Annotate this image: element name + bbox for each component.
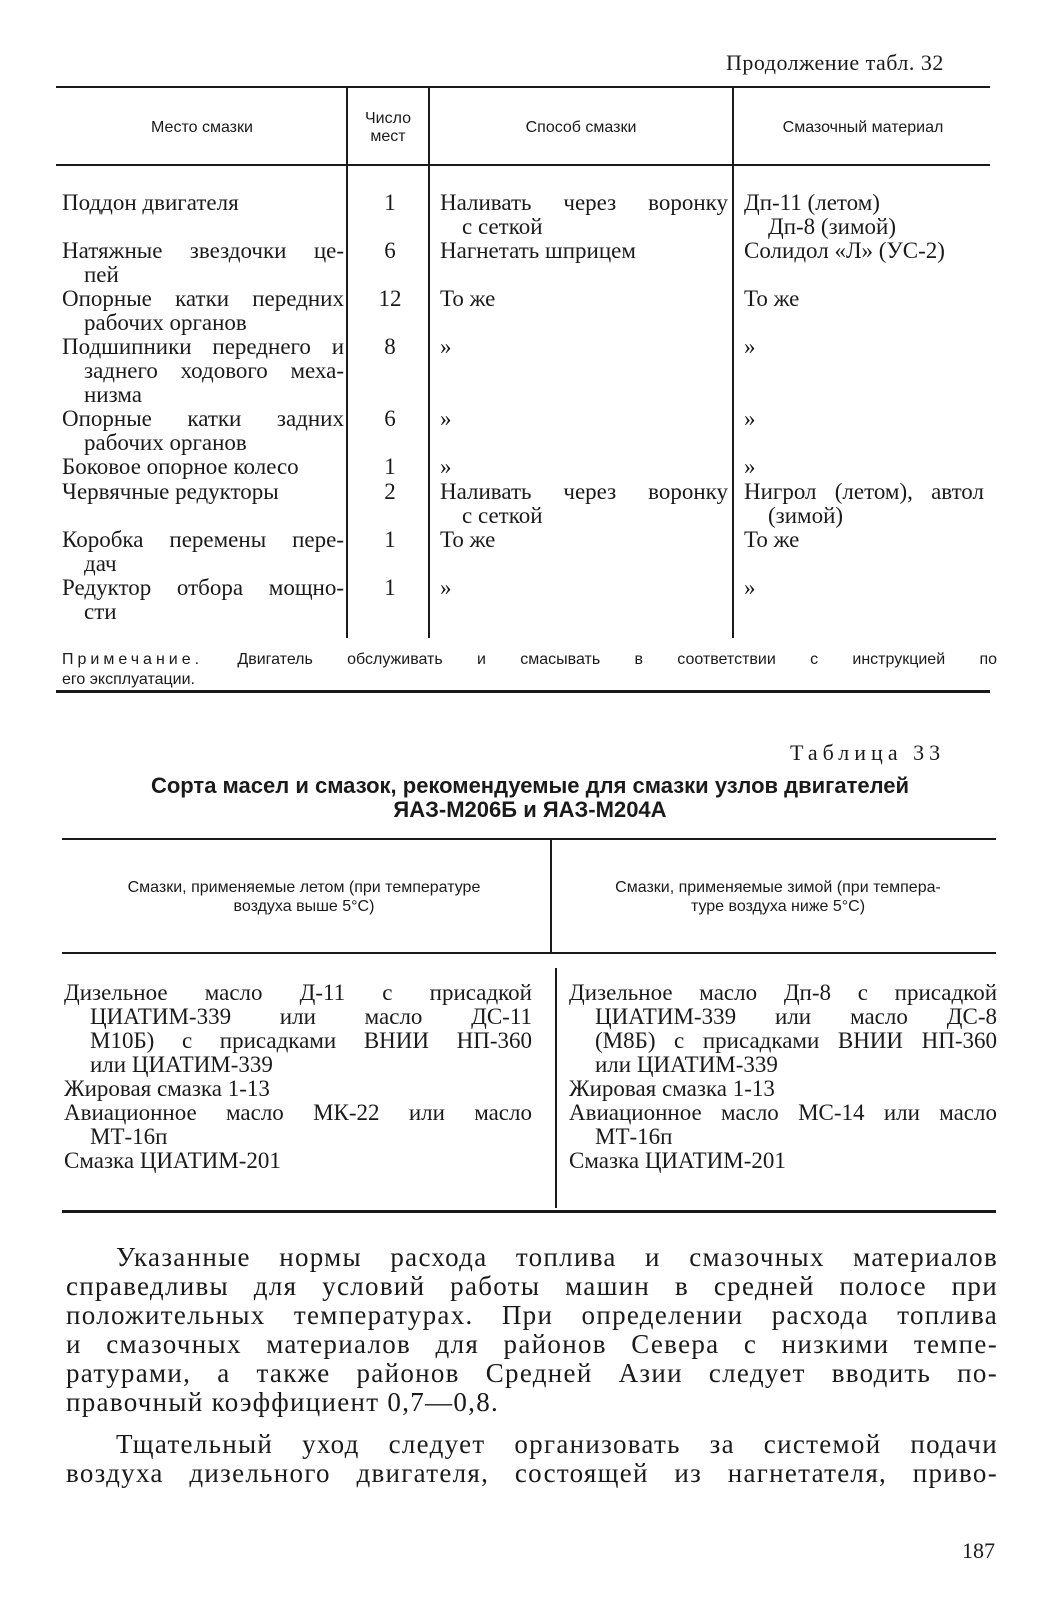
header-material: Смазочный материал: [782, 119, 944, 136]
table-cell: То же: [744, 527, 800, 552]
column-divider: [346, 88, 348, 638]
list-item: ЦИАТИМ-339 или масло ДС-8: [595, 1004, 997, 1029]
table-cell: »: [440, 406, 452, 431]
table-cell: То же: [744, 286, 800, 311]
list-item: Авиационное масло МК-22 или масло: [64, 1100, 532, 1125]
table-cell: »: [440, 334, 452, 359]
table-continuation-label: Продолжение табл. 32: [726, 50, 944, 75]
table-top-rule: [56, 86, 990, 88]
list-item: Дизельное масло Д-11 с присадкой: [64, 980, 532, 1005]
table-cell: 1: [384, 190, 396, 215]
list-item: или ЦИАТИМ-339: [595, 1052, 778, 1077]
header-count: Число мест: [364, 110, 411, 145]
table-cell: »: [744, 454, 756, 479]
table-cell: Подшипники переднего и заднего ходового меха- низма: [62, 334, 344, 407]
table-cell: »: [440, 454, 452, 479]
table-cell: »: [744, 575, 756, 600]
header-summer: Смазки, применяемые летом (при температуре воздуха выше 5°С): [127, 879, 481, 915]
column-divider: [428, 88, 430, 638]
table-cell: То же: [440, 286, 496, 311]
list-item: ЦИАТИМ-339 или масло ДС-11: [90, 1004, 532, 1029]
table-cell: Натяжные звездочки це- пей: [62, 238, 344, 287]
winter-column: [569, 981, 997, 1173]
list-item: или ЦИАТИМ-339: [90, 1052, 273, 1077]
table-header-rule: [56, 164, 990, 166]
list-item: Смазка ЦИАТИМ-201: [64, 1148, 281, 1173]
table-cell: Дп-11 (летом) Дп-8 (зимой): [744, 190, 896, 239]
table-cell: Коробка перемены пере- дач: [62, 527, 344, 576]
list-item: МТ-16п: [90, 1124, 168, 1149]
table-cell: 1: [384, 454, 396, 479]
table-33-title: Сорта масел и смазок, рекомендуемые для смазки узлов двигателей ЯАЗ-М206Б и ЯАЗ-М204А: [150, 773, 910, 822]
header-winter: Смазки, применяемые зимой (при темпера- туре воздуха ниже 5°С): [615, 879, 941, 915]
table-bottom-rule: [62, 1210, 996, 1213]
table-cell: Нигрол (летом), автол (зимой): [744, 479, 984, 528]
column-divider: [555, 968, 557, 1208]
table-cell: »: [744, 406, 756, 431]
table-cell: 12: [378, 286, 402, 311]
list-item: Жировая смазка 1-13: [64, 1076, 270, 1101]
column-divider: [550, 840, 552, 952]
table-bottom-rule: [56, 690, 990, 693]
paragraph: Указанные нормы расхода топлива и смазочных материалов справедливы для условий работы машин в средней полосе при положительных температурах. При определении расхода топлива и смазочных материалов для районов Севера с низкими темпе- ратурами, а также районов Средней Азии следует вводить по- правочный коэффициент 0,7—0,8.: [66, 1242, 998, 1417]
list-item: МТ-16п: [595, 1124, 673, 1149]
table-note: Примечание. Двигатель обслуживать и смасывать в соответствии с инструкцией по его эксплуатации.: [62, 651, 997, 688]
table-cell: Опорные катки задних рабочих органов: [62, 406, 344, 455]
table-top-rule: [62, 838, 996, 840]
list-item: Жировая смазка 1-13: [569, 1076, 775, 1101]
table-cell: 1: [384, 527, 396, 552]
table-cell: 2: [384, 479, 396, 504]
header-method: Способ смазки: [525, 119, 637, 136]
list-item: Смазка ЦИАТИМ-201: [569, 1148, 786, 1173]
table-cell: 6: [384, 238, 396, 263]
table-cell: Редуктор отбора мощно- сти: [62, 575, 344, 624]
column-divider: [732, 88, 734, 638]
table-cell: Поддон двигателя: [62, 190, 239, 215]
table-header-rule: [62, 952, 996, 954]
table-cell: Солидол «Л» (УС-2): [744, 238, 945, 263]
table-cell: Червячные редукторы: [62, 479, 279, 504]
page-number: 187: [962, 1538, 995, 1563]
table-33-label: Таблица 33: [790, 740, 946, 765]
list-item: М10Б) с присадками ВНИИ НП-360: [90, 1028, 532, 1053]
paragraph: Тщательный уход следует организовать за системой подачи воздуха дизельного двигателя, состоящей из нагнетателя, приво-: [66, 1429, 998, 1488]
summer-column: [64, 981, 532, 1173]
table-cell: 1: [384, 575, 396, 600]
list-item: Авиационное масло МС-14 или масло: [569, 1100, 997, 1125]
table-cell: 6: [384, 406, 396, 431]
table-cell: »: [440, 575, 452, 600]
list-item: (М8Б) с присадками ВНИИ НП-360: [595, 1028, 997, 1053]
table-cell: Наливать через воронку с сеткой: [440, 190, 728, 239]
table-cell: Нагнетать шприцем: [440, 238, 636, 263]
table-cell: Опорные катки передних рабочих органов: [62, 286, 344, 335]
table-cell: Боковое опорное колесо: [62, 454, 299, 479]
list-item: Дизельное масло Дп-8 с присадкой: [569, 980, 997, 1005]
table-cell: То же: [440, 527, 496, 552]
header-place: Место смазки: [151, 119, 253, 136]
table-cell: Наливать через воронку с сеткой: [440, 479, 728, 528]
table-cell: 8: [384, 334, 396, 359]
table-cell: »: [744, 334, 756, 359]
